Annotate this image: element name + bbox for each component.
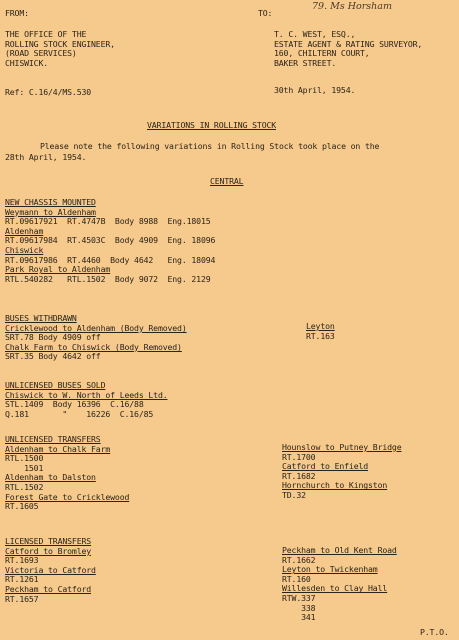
section-heading: BUSES WITHDRAWN <box>5 313 77 323</box>
to-address-line: T. C. WEST, ESQ., <box>274 29 356 39</box>
unlicensed-transfers-right <box>282 443 401 501</box>
vehicle-line: 341 <box>282 612 316 623</box>
vehicle-line: RT.160 <box>282 573 311 584</box>
new-chassis-section <box>5 198 215 284</box>
vehicle-line: RTL.540282 RTL.1502 Body 9072 Eng. 2129 <box>5 273 211 284</box>
from-label: FROM: <box>5 8 29 18</box>
page-turn-note: P.T.O. <box>420 627 449 637</box>
route-line: Aldenham to Chalk Farm <box>5 443 111 454</box>
from-address-line: (ROAD SERVICES) <box>5 48 77 59</box>
unlicensed-transfers-section <box>5 435 129 512</box>
section-heading: LICENSED TRANSFERS <box>5 536 92 546</box>
vehicle-line: RT.1662 <box>282 554 316 565</box>
memo-title: VARIATIONS IN ROLLING STOCK <box>147 120 277 130</box>
from-address-line: ROLLING STOCK ENGINEER, <box>5 38 115 49</box>
vehicle-line: RT.09617921 RT.4747B Body 8988 Eng.18015 <box>5 216 211 227</box>
licensed-transfers-right <box>282 546 397 623</box>
route-line: Chiswick <box>5 244 44 255</box>
route-line: Weymann to Aldenham <box>5 206 96 217</box>
to-address-line: BAKER STREET. <box>274 57 337 68</box>
vehicle-line: RTL.1500 <box>5 453 44 464</box>
route-line: Catford to Bromley <box>5 545 92 556</box>
route-line: Aldenham to Dalston <box>5 472 96 483</box>
route-line: Hornchurch to Kingston <box>282 480 388 491</box>
route-line: Chalk Farm to Chiswick (Body Removed) <box>5 341 182 352</box>
reference: Ref: C.16/4/MS.530 <box>5 87 92 97</box>
buses-withdrawn-section <box>5 314 187 362</box>
vehicle-line: RT.1700 <box>282 451 316 462</box>
route-line: Chiswick to W. North of Leeds Ltd. <box>5 389 168 400</box>
vehicle-line: Q.181 " 16226 C.16/85 <box>5 408 154 419</box>
section-heading: NEW CHASSIS MOUNTED <box>5 197 96 207</box>
route-line: Peckham to Catford <box>5 583 92 594</box>
vehicle-line: RT.1682 <box>282 470 316 481</box>
section-heading: UNLICENSED TRANSFERS <box>5 434 101 444</box>
vehicle-line: 1501 <box>5 462 44 473</box>
vehicle-line: STL.1409 Body 16396 C.16/88 <box>5 399 144 410</box>
from-address-line: CHISWICK. <box>5 57 49 68</box>
vehicle-line: 338 <box>282 602 316 613</box>
vehicle-line: SRT.35 Body 4642 off <box>5 351 101 362</box>
from-address-line: THE OFFICE OF THE <box>5 29 87 39</box>
vehicle-line: RTL.1502 <box>5 481 44 492</box>
section-heading: UNLICENSED BUSES SOLD <box>5 380 106 390</box>
route-line: Leyton <box>306 321 335 331</box>
route-line: Forest Gate to Cricklewood <box>5 491 130 502</box>
to-label: TO: <box>258 8 273 18</box>
route-line: Victoria to Catford <box>5 564 96 575</box>
buses-withdrawn-right <box>306 322 335 341</box>
vehicle-line: RT.1605 <box>5 501 39 512</box>
to-address-line: 160, CHILTERN COURT, <box>274 48 370 59</box>
to-address-line: ESTATE AGENT & RATING SURVEYOR, <box>274 38 423 49</box>
division-heading: CENTRAL <box>210 176 244 186</box>
route-line: Park Royal to Aldenham <box>5 264 111 275</box>
route-line: Hounslow to Putney Bridge <box>282 442 402 452</box>
vehicle-line: RT.1657 <box>5 593 39 604</box>
route-line: Catford to Enfield <box>282 461 369 472</box>
unlicensed-sold-section <box>5 381 168 419</box>
vehicle-line: RTW.337 <box>282 592 316 603</box>
intro-line-2: 28th April, 1954. <box>5 152 87 162</box>
vehicle-line: RT.163 <box>306 330 335 341</box>
licensed-transfers-section <box>5 537 96 604</box>
vehicle-line: RT.1261 <box>5 574 39 585</box>
vehicle-line: RT.09617986 RT.4460 Body 4642 Eng. 18094 <box>5 254 216 265</box>
vehicle-line: SRT.78 Body 4909 off <box>5 332 101 343</box>
route-line: Peckham to Old Kent Road <box>282 545 397 555</box>
route-line: Cricklewood to Aldenham (Body Removed) <box>5 322 187 333</box>
intro-line-1: Please note the following variations in Rolling Stock took place on the <box>40 141 380 151</box>
memo-date: 30th April, 1954. <box>274 85 356 95</box>
from-address <box>5 30 115 68</box>
handwritten-note: 79. Ms Horsham <box>312 1 392 12</box>
vehicle-line: RT.1693 <box>5 555 39 566</box>
vehicle-line: TD.32 <box>282 489 306 500</box>
route-line: Leyton to Twickenham <box>282 564 378 575</box>
route-line: Willesden to Clay Hall <box>282 583 388 594</box>
vehicle-line: RT.09617984 RT.4503C Body 4909 Eng. 18096 <box>5 235 216 246</box>
to-address <box>274 30 422 68</box>
route-line: Aldenham <box>5 225 44 236</box>
